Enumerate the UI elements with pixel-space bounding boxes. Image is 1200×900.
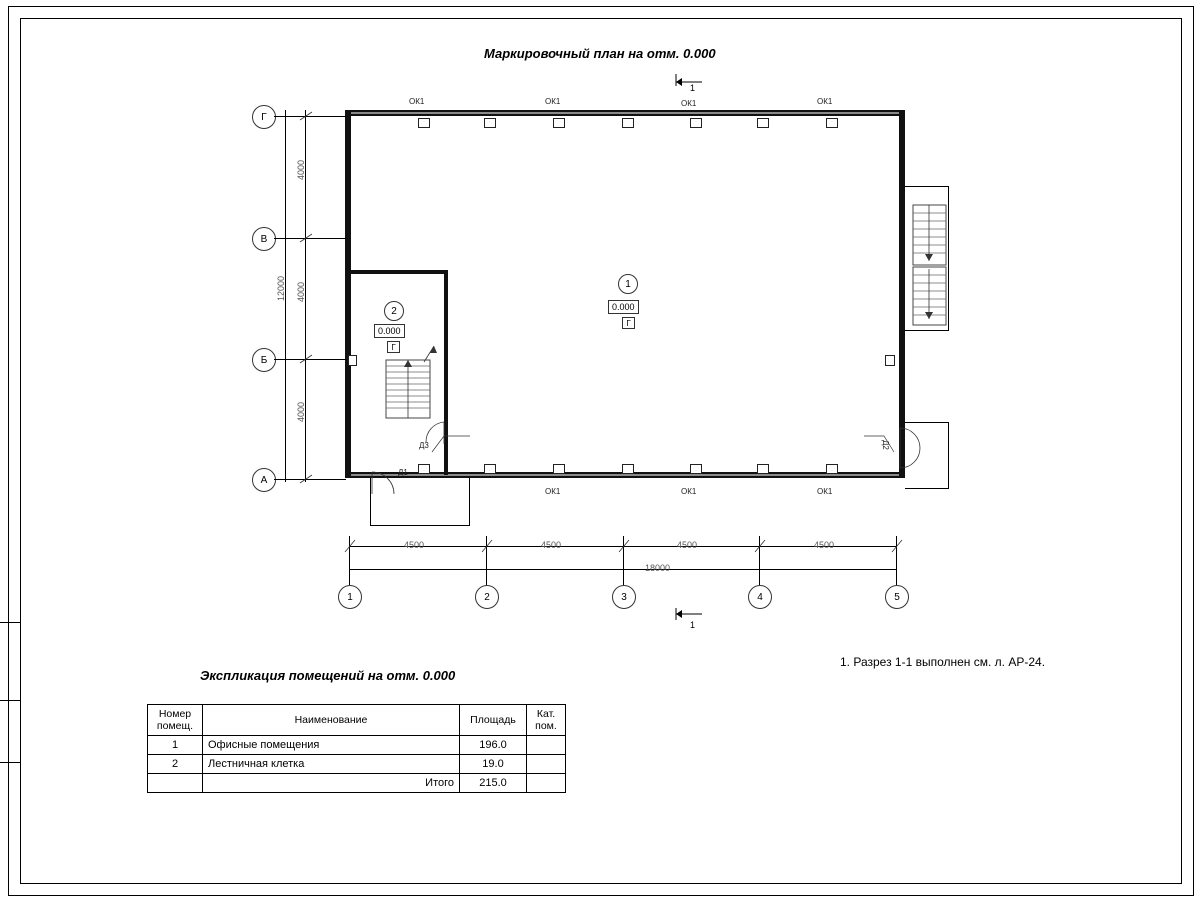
column-left-1 xyxy=(348,355,357,366)
door-label-d3: Д3 xyxy=(419,441,429,450)
row-1-area: 196.0 xyxy=(460,736,527,755)
header-category-line1: Кат. xyxy=(536,708,556,720)
stair-room-wall-top xyxy=(348,270,448,274)
total-spacer xyxy=(148,774,203,793)
column-top-6 xyxy=(757,118,769,128)
window-label-top-2: ОК1 xyxy=(545,97,561,106)
row-2-area: 19.0 xyxy=(460,755,527,774)
section-mark-bottom-label: 1 xyxy=(690,620,696,630)
header-number-line2: помещ. xyxy=(156,720,194,732)
annex-right-bottom xyxy=(905,488,949,489)
hdim-total-label: 18000 xyxy=(645,563,671,573)
hdim-label-1: 4500 xyxy=(404,540,425,550)
header-area: Площадь xyxy=(460,705,527,736)
axis-marker-5: 5 xyxy=(885,585,909,609)
stair-flight-right xyxy=(913,205,953,330)
window-label-bottom-1: ОК1 xyxy=(545,487,561,496)
annex-right-top xyxy=(905,422,949,423)
row-1-name: Офисные помещения xyxy=(203,736,460,755)
table-title: Экспликация помещений на отм. 0.000 xyxy=(200,668,456,683)
row-1-category xyxy=(527,736,566,755)
column-bottom-3 xyxy=(553,464,565,474)
total-category xyxy=(527,774,566,793)
column-bottom-2 xyxy=(484,464,496,474)
window-band-bottom xyxy=(351,474,899,476)
table-row xyxy=(148,736,566,755)
axis-marker-1: 1 xyxy=(338,585,362,609)
vdim-label-3: 4000 xyxy=(296,402,306,423)
axis-marker-3: 3 xyxy=(612,585,636,609)
header-number xyxy=(148,705,203,736)
right-stair-box-top xyxy=(905,186,949,187)
axis-marker-G: Г xyxy=(252,105,276,129)
header-category-line2: пом. xyxy=(535,720,557,732)
column-right-1 xyxy=(885,355,895,366)
door-label-d2: Д2 xyxy=(881,440,890,450)
room-tag-2: 2 xyxy=(384,301,404,321)
room-level-1: 0.000 xyxy=(608,300,639,314)
column-bottom-6 xyxy=(757,464,769,474)
porch-bottom xyxy=(370,525,470,526)
row-2-number: 2 xyxy=(148,755,203,774)
room-finish-2: Г xyxy=(387,341,400,353)
window-band-top xyxy=(351,112,899,114)
column-top-1 xyxy=(418,118,430,128)
table-row xyxy=(148,755,566,774)
row-2-category xyxy=(527,755,566,774)
vdim-label-2: 4000 xyxy=(296,282,306,303)
axis-marker-V: В xyxy=(252,227,276,251)
column-top-2 xyxy=(484,118,496,128)
annex-right-side xyxy=(948,422,949,488)
column-top-4 xyxy=(622,118,634,128)
window-label-top-4: ОК1 xyxy=(817,97,833,106)
porch-right-side xyxy=(469,478,470,526)
room-level-2: 0.000 xyxy=(374,324,405,338)
window-label-top-1: ОК1 xyxy=(409,97,425,106)
hdim-line-outer xyxy=(349,569,897,570)
column-top-3 xyxy=(553,118,565,128)
hdim-label-3: 4500 xyxy=(677,540,698,550)
axis-marker-2: 2 xyxy=(475,585,499,609)
section-mark-top-label: 1 xyxy=(690,83,696,93)
right-stair-box-bottom xyxy=(905,330,949,331)
column-top-7 xyxy=(826,118,838,128)
column-top-5 xyxy=(690,118,702,128)
room-explication-table xyxy=(147,704,566,793)
wall-left xyxy=(345,110,351,478)
column-bottom-4 xyxy=(622,464,634,474)
axis-marker-4: 4 xyxy=(748,585,772,609)
total-area: 215.0 xyxy=(460,774,527,793)
header-category xyxy=(527,705,566,736)
sheet-note: 1. Разрез 1-1 выполнен см. л. АР-24. xyxy=(840,655,1046,669)
stair-up-arrow-left xyxy=(420,340,450,366)
column-bottom-5 xyxy=(690,464,702,474)
axis-marker-B: Б xyxy=(252,348,276,372)
column-bottom-7 xyxy=(826,464,838,474)
header-number-line1: Номер xyxy=(158,708,192,720)
row-1-number: 1 xyxy=(148,736,203,755)
window-label-bottom-2: ОК1 xyxy=(681,487,697,496)
room-finish-1: Г xyxy=(622,317,635,329)
vdim-total-label: 12000 xyxy=(276,276,286,302)
row-2-name: Лестничная клетка xyxy=(203,755,460,774)
vdim-label-1: 4000 xyxy=(296,160,306,181)
door-leader-d2 xyxy=(862,432,898,462)
total-label: Итого xyxy=(203,774,460,793)
axis-marker-A: А xyxy=(252,468,276,492)
header-name: Наименование xyxy=(203,705,460,736)
door-label-d1: Д1 xyxy=(398,468,408,477)
window-label-bottom-3: ОК1 xyxy=(817,487,833,496)
room-tag-1: 1 xyxy=(618,274,638,294)
table-header-row xyxy=(148,705,566,736)
door-leader-d3 xyxy=(430,432,476,462)
stair-flight-left xyxy=(386,360,444,420)
window-label-top-3: ОК1 xyxy=(681,99,697,108)
hdim-label-4: 4500 xyxy=(814,540,835,550)
hdim-label-2: 4500 xyxy=(541,540,562,550)
plan-title: Маркировочный план на отм. 0.000 xyxy=(484,46,716,61)
table-total-row xyxy=(148,774,566,793)
